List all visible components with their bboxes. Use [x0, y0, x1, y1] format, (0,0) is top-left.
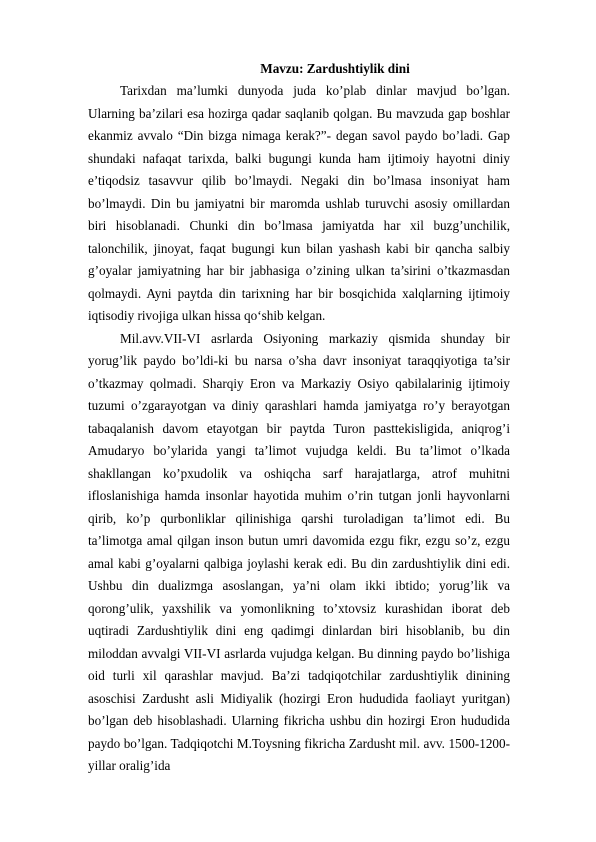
- document-title: Mavzu: Zardushtiylik dini: [260, 61, 410, 76]
- paragraph-intro: Tarixdan ma’lumki dunyoda juda ko’plab dinlar mavjud bo’lgan. Ularning ba’zilari esa hozirga qadar saqlanib qolgan. Bu mavzuda gap boshlar ekanmiz avvalo “Din bizga nimaga kerak?”- degan savol paydo bo’ladi. Gap shundaki nafaqat tarixda, balki bugungi kunda ham ijtimoiy hayotni diniy e’tiqodsiz tasavvur qilib bo’lmaydi. Negaki din bo’lmasa insoniyat ham bo’lmaydi. Din bu jamiyatni bir maromda ushlab turuvchi asosiy omillardan biri hisoblanadi. Chunki din bo’lmasa jamiyatda har xil buzg’unchilik, talonchilik, jinoyat, faqat bugungi kun bilan yashash kabi bir qancha salbiy g’oyalar jamiyatning har bir jabhasiga o’zining ulkan ta’sirini o’tkazmasdan qolmaydi. Ayni paytda din tarixning har bir bosqichida xalqlarning ijtimoiy iqtisodiy rivojiga ulkan hissa qo‘shib kelgan.: [88, 83, 510, 323]
- paragraph-origin: Mil.avv.VII-VI asrlarda Osiyoning markaziy qismida shunday bir yorug’lik paydo bo’ldi-ki bu narsa o’sha davr insoniyat taraqqiyotiga ta’sir o’tkazmay qolmadi. Sharqiy Eron va Markaziy Osiyo qabilalarinig ijtimoiy tuzumi o’zgarayotgan va diniy qarashlari hamda jamiyatga ro’y berayotgan tabaqalanish davom etayotgan bir paytda Turon pasttekisligida, aniqrog’i Amudaryo bo’ylarida yangi ta’limot vujudga keldi. Bu ta’limot o’lkada shakllangan ko’pxudolik va oshiqcha sarf harajatlarga, atrof muhitni ifloslanishiga hamda insonlar hayotida muhim o’rin tutgan jonli hayvonlarni qirib, ko’p qurbonliklar qilinishiga qarshi turoladigan ta’limot edi. Bu ta’limotga amal qilgan inson butun umri davomida ezgu fikr, ezgu so’z, ezgu amal kabi g’oyalarni qalbiga joylashi kerak edi. Bu din zardushtiylik dini edi. Ushbu din dualizmga asoslangan, ya’ni olam ikki ibtido; yorug’lik va qorong’ulik, yaxshilik va yomonlikning to’xtovsiz kurashidan iborat deb uqtiradi Zardushtiylik dini eng qadimgi dinlardan biri hisoblanib, bu din miloddan avvalgi VII-VI asrlarda vujudga kelgan. Bu dinning paydo bo’lishiga oid turli xil qarashlar mavjud. Ba’zi tadqiqotchilar zardushtiylik dinining asoschisi Zardusht asli Midiyalik (hozirgi Eron hududida faoliayt yuritgan) bo’lgan deb hisoblashadi. Ularning fikricha ushbu din hozirgi Eron hududida paydo bo’lgan. Tadqiqotchi M.Toysning fikricha Zardusht mil. avv. 1500-1200-yillar oralig’ida: [88, 330, 510, 773]
- document-body: [88, 80, 510, 778]
